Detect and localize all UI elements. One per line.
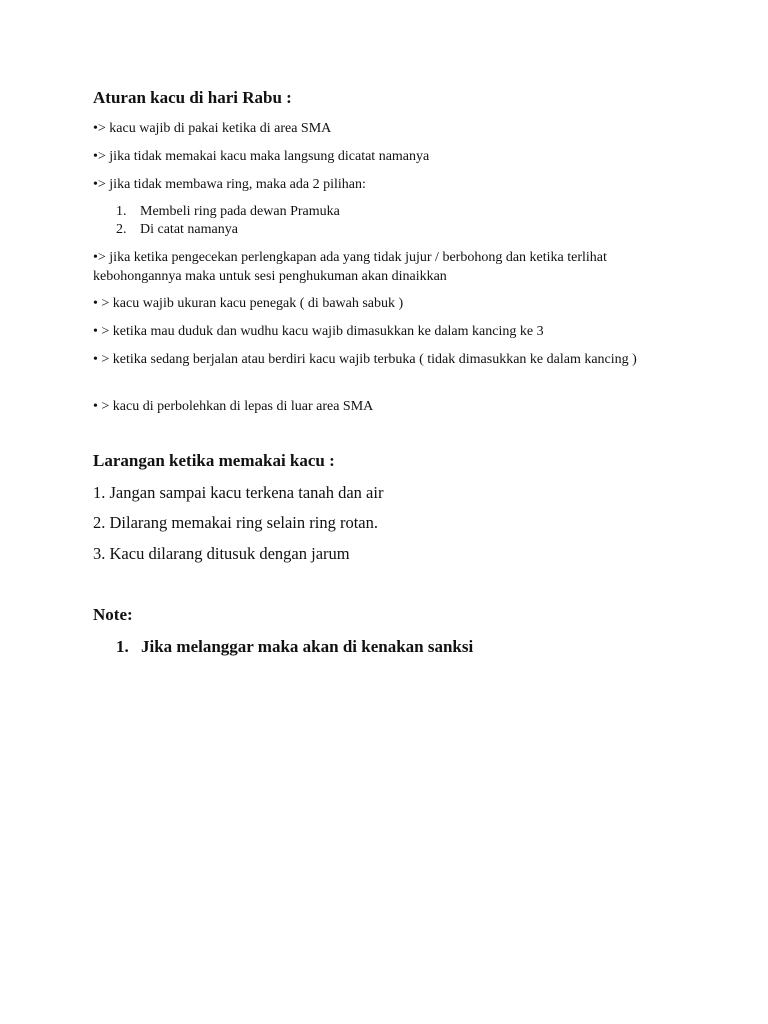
option-number: 1. [116, 204, 127, 219]
prohibition-item: 2. Dilarang memakai ring selain ring rotan. [93, 513, 378, 532]
rule-item: •> jika tidak memakai kacu maka langsung dicatat namanya [93, 149, 430, 164]
option-number: 2. [116, 222, 127, 237]
option-text: Membeli ring pada dewan Pramuka [140, 204, 340, 219]
note-text: Jika melanggar maka akan di kenakan sanksi [141, 637, 474, 656]
rule-item: • > kacu wajib ukuran kacu penegak ( di bawah sabuk ) [93, 296, 404, 311]
prohibition-item: 1. Jangan sampai kacu terkena tanah dan air [93, 483, 384, 502]
note-item [116, 637, 473, 657]
option-item [116, 220, 238, 239]
prohibitions-heading: Larangan ketika memakai kacu : [93, 451, 335, 470]
option-text: Di catat namanya [140, 222, 238, 237]
note-heading: Note: [93, 605, 133, 624]
note-number: 1. [116, 637, 129, 656]
rule-item: • > ketika sedang berjalan atau berdiri kacu wajib terbuka ( tidak dimasukkan ke dalam kancing ) [93, 352, 637, 367]
rule-item: •> jika tidak membawa ring, maka ada 2 pilihan: [93, 177, 366, 192]
rule-item: • > kacu di perbolehkan di lepas di luar area SMA [93, 399, 374, 414]
rule-item: • > ketika mau duduk dan wudhu kacu wajib dimasukkan ke dalam kancing ke 3 [93, 324, 544, 339]
rule-item: •> jika ketika pengecekan perlengkapan ada yang tidak jujur / berbohong dan ketika terlihat kebohongannya maka untuk sesi penghukuman akan dinaikkan [93, 250, 607, 284]
prohibition-item: 3. Kacu dilarang ditusuk dengan jarum [93, 544, 350, 563]
rule-item: •> kacu wajib di pakai ketika di area SMA [93, 121, 332, 136]
option-item [116, 202, 340, 221]
rules-heading: Aturan kacu di hari Rabu : [93, 88, 292, 107]
